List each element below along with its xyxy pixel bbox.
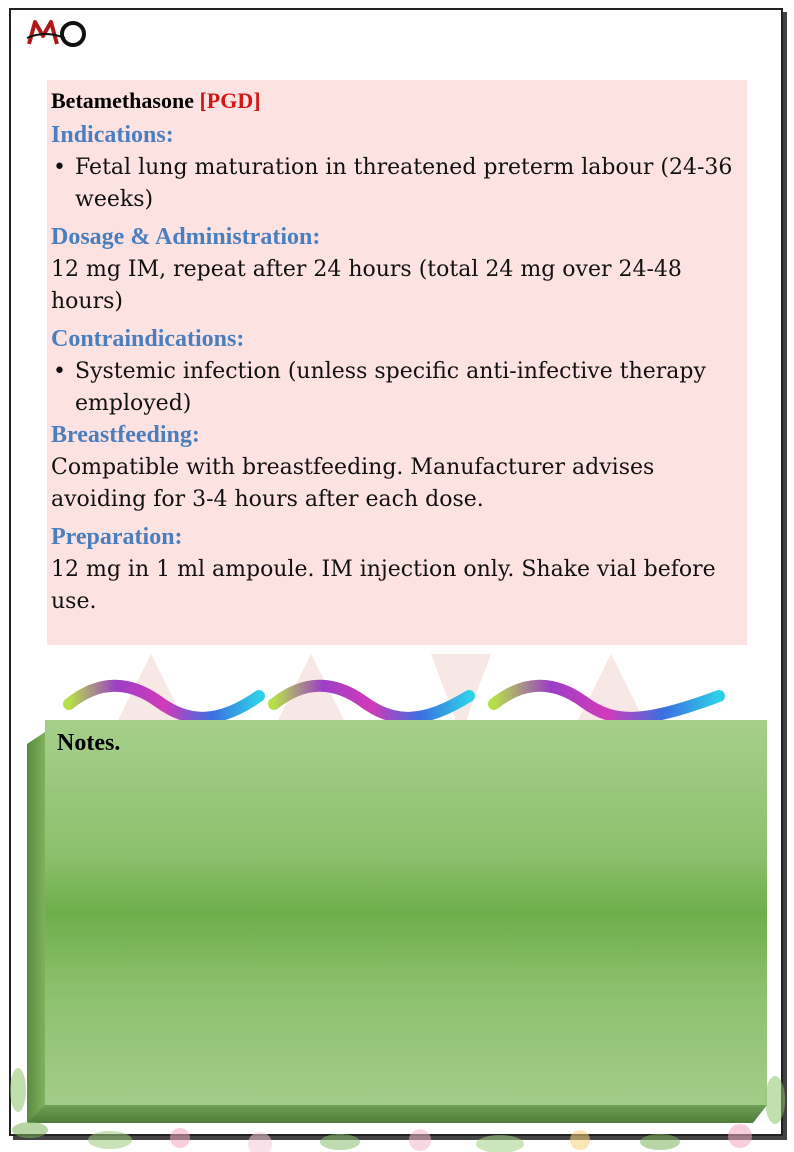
breastfeeding-heading: Breastfeeding: — [51, 422, 200, 448]
floral-decoration — [0, 1060, 794, 1152]
dosage-heading: Dosage & Administration: — [51, 224, 321, 250]
dosage-text: 12 mg IM, repeat after 24 hours (total 24 mg over 24-48 hours) — [51, 257, 682, 314]
notes-box[interactable] — [45, 720, 767, 1105]
list-item: • Fetal lung maturation in threatened preterm labour (24-36 weeks) — [51, 152, 747, 216]
breastfeeding-text: Compatible with breastfeeding. Manufacturer advises avoiding for 3-4 hours after each dose. — [51, 455, 655, 512]
drug-name: Betamethasone — [51, 88, 194, 113]
contraindications-heading: Contraindications: — [51, 326, 245, 352]
indications-list — [51, 152, 747, 216]
mo-logo — [25, 16, 91, 52]
pgd-tag: [PGD] — [199, 88, 261, 113]
notes-title: Notes. — [57, 730, 121, 756]
preparation-text: 12 mg in 1 ml ampoule. IM injection only. Shake vial before use. — [51, 557, 716, 614]
drug-title — [51, 88, 747, 114]
drug-card — [47, 80, 747, 645]
preparation-heading: Preparation: — [51, 524, 183, 550]
bullet-icon: • — [53, 359, 66, 384]
indications-heading: Indications: — [51, 122, 174, 148]
contraindications-list — [51, 356, 747, 420]
bullet-icon: • — [53, 155, 66, 180]
list-item: • Systemic infection (unless specific anti-infective therapy employed) — [51, 356, 747, 420]
page-frame — [9, 8, 783, 1136]
